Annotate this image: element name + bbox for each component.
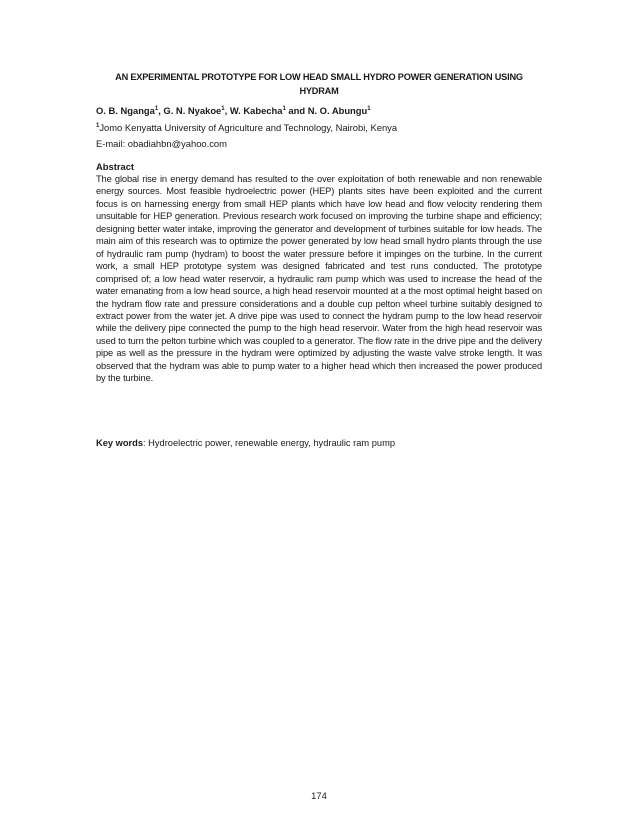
author-name: W. Kabecha xyxy=(229,105,283,116)
keywords-label: Key words xyxy=(96,438,144,448)
author-name: N. O. Abungu xyxy=(307,105,368,116)
author-name: G. N. Nyakoe xyxy=(163,105,222,116)
author-affiliation-mark: 1 xyxy=(154,105,159,112)
keywords-line xyxy=(96,436,395,450)
affiliation-text: Jomo Kenyatta University of Agriculture and Technology, Nairobi, Kenya xyxy=(99,122,398,133)
abstract-body: The global rise in energy demand has resulted to the over exploitation of both renewable and non renewable energy sources. Most feasible hydroelectric power (HEP) plants sites have been exploited and the current focus is on harnessing energy from small HEP plants which have low head and flow velocity rendering them unsuitable for HEP generation. Previous research work focused on improving the turbine shape and efficiency; designing better water intake, improving the generator and development of turbines suitable for low heads. The main aim of this research was to optimize the power generated by low head small hydro plants through the use of hydraulic ram pump (hydram) to boost the water pressure before it impinges on the turbine. In the current work, a small HEP prototype system was designed fabricated and test runs conducted. The prototype comprised of; a low head water reservoir, a hydraulic ram pump which was used to increase the head of the water emanating from a low head source, a high head reservoir mounted at a the most optimal height based on the hydram flow rate and pressure considerations and a double cup pelton wheel turbine suitably designed to extract power from the water jet. A drive pipe was used to connect the hydram pump to the low head reservoir while the delivery pipe connected the pump to the high head reservoir. Water from the high head reservoir was used to turn the pelton turbine which was coupled to a generator. The flow rate in the drive pipe and the delivery pipe as well as the pressure in the hydram were optimized by adjusting the waste valve stroke length. It was observed that the hydram was able to pump water to a higher head which then increased the power produced by the turbine. xyxy=(96,174,542,384)
author-name: O. B. Nganga xyxy=(96,105,155,116)
author-final-separator: and xyxy=(285,105,308,116)
author-list xyxy=(96,104,371,118)
author-separator: , xyxy=(158,105,164,116)
abstract-heading: Abstract xyxy=(96,161,135,172)
author-affiliation-mark: 1 xyxy=(367,105,371,112)
author-affiliation-mark: 1 xyxy=(221,105,225,112)
paper-title: AN EXPERIMENTAL PROTOTYPE FOR LOW HEAD SMALL HYDRO POWER GENERATION USING HYDRAM xyxy=(115,72,523,96)
author-email: E-mail: obadiahbn@yahoo.com xyxy=(96,138,227,149)
affiliation-mark: 1 xyxy=(96,122,100,129)
author-affiliation-mark: 1 xyxy=(282,105,286,112)
author-affiliation xyxy=(96,121,397,135)
keywords-text: : Hydroelectric power, renewable energy, hydraulic ram pump xyxy=(143,438,396,448)
author-separator: , xyxy=(224,105,230,116)
page-number: 174 xyxy=(311,790,327,801)
